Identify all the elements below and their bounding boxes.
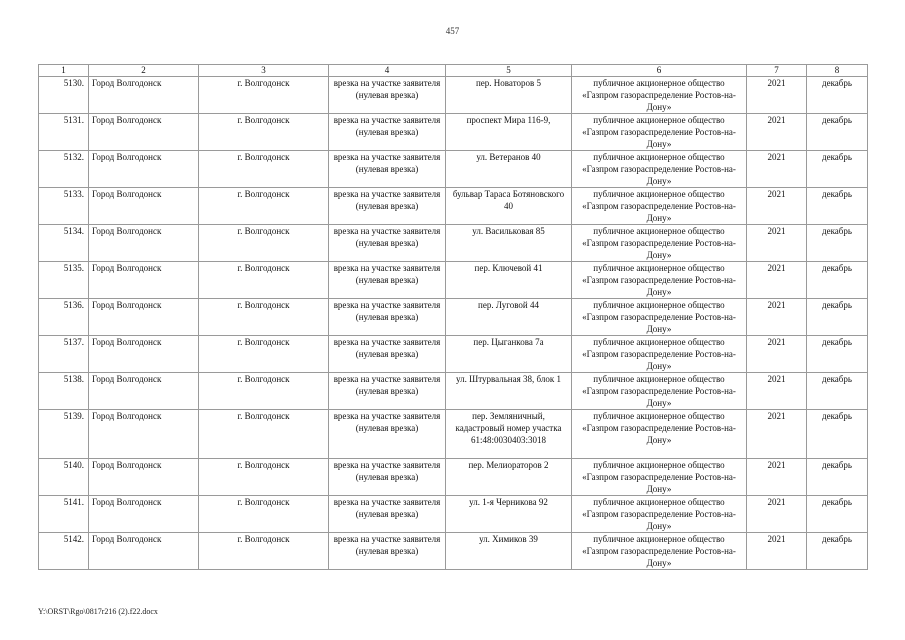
column-header: 7	[747, 65, 807, 77]
table-row	[39, 262, 868, 299]
table-row	[39, 533, 868, 570]
month-cell: декабрь	[807, 410, 868, 459]
month-cell: декабрь	[807, 262, 868, 299]
table-row	[39, 188, 868, 225]
year-cell: 2021	[747, 262, 807, 299]
district-cell: Город Волгодонск	[89, 459, 199, 496]
work-type-cell: врезка на участке заявителя (нулевая врезка)	[329, 459, 446, 496]
work-type-cell: врезка на участке заявителя (нулевая врезка)	[329, 262, 446, 299]
table-row	[39, 114, 868, 151]
locality-cell: г. Волгодонск	[199, 533, 329, 570]
table-row	[39, 373, 868, 410]
year-cell: 2021	[747, 151, 807, 188]
month-cell: декабрь	[807, 459, 868, 496]
district-cell: Город Волгодонск	[89, 373, 199, 410]
table-row	[39, 496, 868, 533]
month-cell: декабрь	[807, 373, 868, 410]
locality-cell: г. Волгодонск	[199, 459, 329, 496]
row-number-cell: 5136.	[39, 299, 89, 336]
work-type-cell: врезка на участке заявителя (нулевая врезка)	[329, 533, 446, 570]
year-cell: 2021	[747, 533, 807, 570]
row-number-cell: 5132.	[39, 151, 89, 188]
locality-cell: г. Волгодонск	[199, 225, 329, 262]
organization-cell: публичное акционерное общество «Газпром газораспределение Ростов-на-Дону»	[572, 299, 747, 336]
column-header: 6	[572, 65, 747, 77]
address-cell: ул. Химиков 39	[446, 533, 572, 570]
organization-cell: публичное акционерное общество «Газпром газораспределение Ростов-на-Дону»	[572, 496, 747, 533]
address-cell: бульвар Тараса Ботяновского 40	[446, 188, 572, 225]
locality-cell: г. Волгодонск	[199, 262, 329, 299]
column-header: 2	[89, 65, 199, 77]
year-cell: 2021	[747, 299, 807, 336]
year-cell: 2021	[747, 459, 807, 496]
work-type-cell: врезка на участке заявителя (нулевая врезка)	[329, 77, 446, 114]
month-cell: декабрь	[807, 533, 868, 570]
organization-cell: публичное акционерное общество «Газпром газораспределение Ростов-на-Дону»	[572, 410, 747, 459]
locality-cell: г. Волгодонск	[199, 299, 329, 336]
organization-cell: публичное акционерное общество «Газпром газораспределение Ростов-на-Дону»	[572, 151, 747, 188]
year-cell: 2021	[747, 77, 807, 114]
district-cell: Город Волгодонск	[89, 262, 199, 299]
footer-file-path: Y:\ORST\Rgo\0817r216 (2).f22.docx	[38, 607, 158, 616]
table-row	[39, 77, 868, 114]
work-type-cell: врезка на участке заявителя (нулевая врезка)	[329, 336, 446, 373]
organization-cell: публичное акционерное общество «Газпром газораспределение Ростов-на-Дону»	[572, 114, 747, 151]
organization-cell: публичное акционерное общество «Газпром газораспределение Ростов-на-Дону»	[572, 262, 747, 299]
work-type-cell: врезка на участке заявителя (нулевая врезка)	[329, 299, 446, 336]
table-row	[39, 410, 868, 459]
address-cell: ул. Штурвальная 38, блок 1	[446, 373, 572, 410]
locality-cell: г. Волгодонск	[199, 336, 329, 373]
column-header: 4	[329, 65, 446, 77]
page-number: 457	[445, 26, 460, 36]
row-number-cell: 5142.	[39, 533, 89, 570]
address-cell: проспект Мира 116-9,	[446, 114, 572, 151]
address-cell: ул. 1-я Черникова 92	[446, 496, 572, 533]
locality-cell: г. Волгодонск	[199, 410, 329, 459]
column-header: 5	[446, 65, 572, 77]
locality-cell: г. Волгодонск	[199, 188, 329, 225]
organization-cell: публичное акционерное общество «Газпром газораспределение Ростов-на-Дону»	[572, 373, 747, 410]
organization-cell: публичное акционерное общество «Газпром газораспределение Ростов-на-Дону»	[572, 188, 747, 225]
district-cell: Город Волгодонск	[89, 114, 199, 151]
row-number-cell: 5130.	[39, 77, 89, 114]
table-row	[39, 336, 868, 373]
row-number-cell: 5134.	[39, 225, 89, 262]
organization-cell: публичное акционерное общество «Газпром газораспределение Ростов-на-Дону»	[572, 533, 747, 570]
district-cell: Город Волгодонск	[89, 77, 199, 114]
row-number-cell: 5138.	[39, 373, 89, 410]
organization-cell: публичное акционерное общество «Газпром газораспределение Ростов-на-Дону»	[572, 459, 747, 496]
row-number-cell: 5133.	[39, 188, 89, 225]
row-number-cell: 5135.	[39, 262, 89, 299]
row-number-cell: 5131.	[39, 114, 89, 151]
district-cell: Город Волгодонск	[89, 299, 199, 336]
row-number-cell: 5137.	[39, 336, 89, 373]
month-cell: декабрь	[807, 188, 868, 225]
locality-cell: г. Волгодонск	[199, 373, 329, 410]
address-cell: ул. Ветеранов 40	[446, 151, 572, 188]
column-header: 3	[199, 65, 329, 77]
table-row	[39, 299, 868, 336]
row-number-cell: 5141.	[39, 496, 89, 533]
month-cell: декабрь	[807, 225, 868, 262]
month-cell: декабрь	[807, 151, 868, 188]
year-cell: 2021	[747, 114, 807, 151]
district-cell: Город Волгодонск	[89, 225, 199, 262]
month-cell: декабрь	[807, 299, 868, 336]
locality-cell: г. Волгодонск	[199, 496, 329, 533]
row-number-cell: 5139.	[39, 410, 89, 459]
row-number-cell: 5140.	[39, 459, 89, 496]
table-row	[39, 459, 868, 496]
address-cell: пер. Земляничный, кадастровый номер участка 61:48:0030403:3018	[446, 410, 572, 459]
organization-cell: публичное акционерное общество «Газпром газораспределение Ростов-на-Дону»	[572, 336, 747, 373]
header-row	[39, 65, 868, 77]
registry-table	[38, 64, 868, 570]
year-cell: 2021	[747, 188, 807, 225]
month-cell: декабрь	[807, 114, 868, 151]
month-cell: декабрь	[807, 496, 868, 533]
year-cell: 2021	[747, 496, 807, 533]
work-type-cell: врезка на участке заявителя (нулевая врезка)	[329, 496, 446, 533]
district-cell: Город Волгодонск	[89, 336, 199, 373]
address-cell: пер. Ключевой 41	[446, 262, 572, 299]
column-header: 1	[39, 65, 89, 77]
locality-cell: г. Волгодонск	[199, 114, 329, 151]
work-type-cell: врезка на участке заявителя (нулевая врезка)	[329, 188, 446, 225]
work-type-cell: врезка на участке заявителя (нулевая врезка)	[329, 225, 446, 262]
table-row	[39, 151, 868, 188]
district-cell: Город Волгодонск	[89, 496, 199, 533]
organization-cell: публичное акционерное общество «Газпром газораспределение Ростов-на-Дону»	[572, 225, 747, 262]
address-cell: пер. Новаторов 5	[446, 77, 572, 114]
address-cell: пер. Цыганкова 7а	[446, 336, 572, 373]
year-cell: 2021	[747, 225, 807, 262]
locality-cell: г. Волгодонск	[199, 77, 329, 114]
address-cell: ул. Васильковая 85	[446, 225, 572, 262]
month-cell: декабрь	[807, 77, 868, 114]
work-type-cell: врезка на участке заявителя (нулевая врезка)	[329, 114, 446, 151]
district-cell: Город Волгодонск	[89, 151, 199, 188]
district-cell: Город Волгодонск	[89, 188, 199, 225]
address-cell: пер. Луговой 44	[446, 299, 572, 336]
month-cell: декабрь	[807, 336, 868, 373]
address-cell: пер. Мелиораторов 2	[446, 459, 572, 496]
year-cell: 2021	[747, 410, 807, 459]
work-type-cell: врезка на участке заявителя (нулевая врезка)	[329, 151, 446, 188]
column-header: 8	[807, 65, 868, 77]
district-cell: Город Волгодонск	[89, 410, 199, 459]
locality-cell: г. Волгодонск	[199, 151, 329, 188]
year-cell: 2021	[747, 373, 807, 410]
organization-cell: публичное акционерное общество «Газпром газораспределение Ростов-на-Дону»	[572, 77, 747, 114]
year-cell: 2021	[747, 336, 807, 373]
work-type-cell: врезка на участке заявителя (нулевая врезка)	[329, 410, 446, 459]
table-row	[39, 225, 868, 262]
district-cell: Город Волгодонск	[89, 533, 199, 570]
work-type-cell: врезка на участке заявителя (нулевая врезка)	[329, 373, 446, 410]
